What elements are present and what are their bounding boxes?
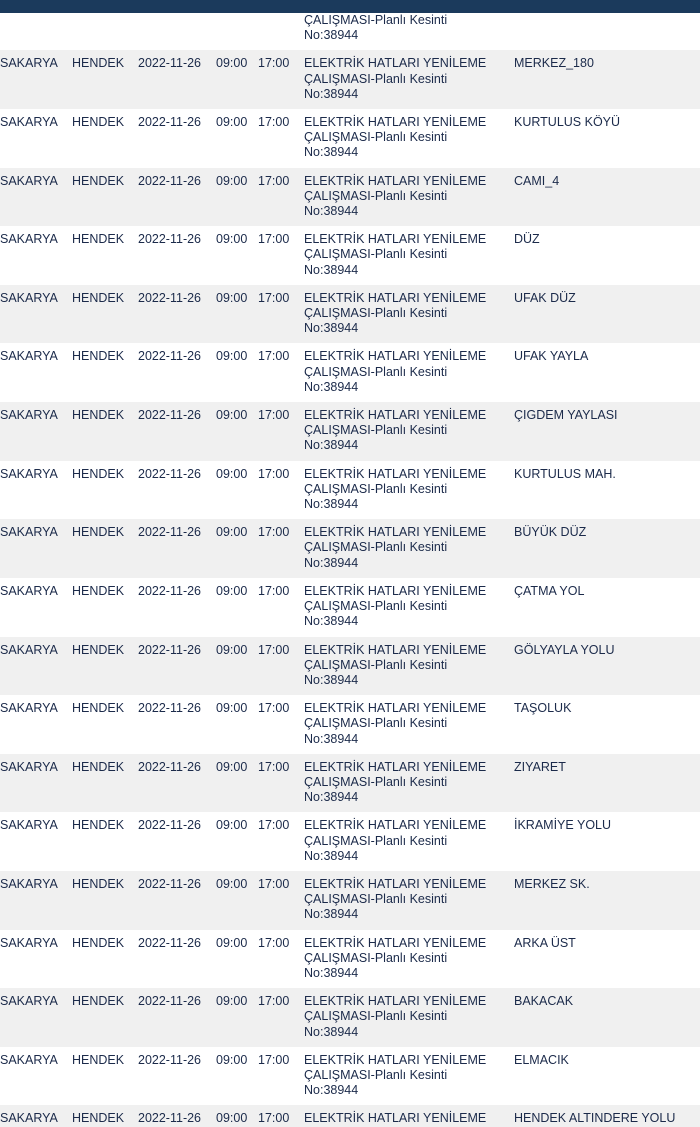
row-date: 2022-11-26 bbox=[138, 519, 216, 578]
row-area: TAŞOLUK bbox=[514, 695, 700, 754]
row-start-time: 09:00 bbox=[216, 109, 258, 168]
row-start-time: 09:00 bbox=[216, 871, 258, 930]
row-area: ZIYARET bbox=[514, 754, 700, 813]
row-area: UFAK DÜZ bbox=[514, 285, 700, 344]
row-reason-line-2: ÇALIŞMASI-Planlı Kesinti bbox=[304, 774, 448, 789]
row-reason-line-1: ELEKTRİK HATLARI YENİLEME bbox=[304, 173, 487, 188]
row-reason-line-1: ELEKTRİK HATLARI YENİLEME bbox=[304, 583, 487, 598]
row-date: 2022-11-26 bbox=[138, 109, 216, 168]
row-date: 2022-11-26 bbox=[138, 871, 216, 930]
row-date: 2022-11-26 bbox=[138, 402, 216, 461]
row-area: İKRAMİYE YOLU bbox=[514, 812, 700, 871]
row-reason-line-1: ELEKTRİK HATLARI YENİLEME bbox=[304, 115, 487, 130]
row-reason-line-3: No:38944 bbox=[304, 614, 359, 629]
row-start-time: 09:00 bbox=[216, 1047, 258, 1106]
row-date: 2022-11-26 bbox=[138, 1047, 216, 1106]
row-reason bbox=[304, 637, 514, 696]
row-reason-line-3: No:38944 bbox=[304, 672, 359, 687]
row-reason-line-3: No:38944 bbox=[304, 262, 359, 277]
row-city: SAKARYA bbox=[0, 226, 72, 285]
row-area: ÇIGDEM YAYLASI bbox=[514, 402, 700, 461]
row-start-time: 09:00 bbox=[216, 343, 258, 402]
table-row bbox=[0, 226, 700, 285]
row-date: 2022-11-26 bbox=[138, 1105, 216, 1126]
row-reason bbox=[304, 871, 514, 930]
row-reason-line-2: ÇALIŞMASI-Planlı Kesinti bbox=[304, 306, 448, 321]
row-reason-line-2: ÇALIŞMASI-Planlı Kesinti bbox=[304, 364, 448, 379]
row-city: SAKARYA bbox=[0, 109, 72, 168]
row-district: HENDEK bbox=[72, 402, 138, 461]
row-area: MERKEZ SK. bbox=[514, 871, 700, 930]
table-row bbox=[0, 461, 700, 520]
row-end-time: 17:00 bbox=[258, 754, 304, 813]
row-reason-line-3: No:38944 bbox=[304, 438, 359, 453]
row-district: HENDEK bbox=[72, 754, 138, 813]
row-reason-line-3: No:38944 bbox=[304, 790, 359, 805]
row-reason bbox=[304, 13, 514, 50]
table-row bbox=[0, 1105, 700, 1126]
row-start-time: 09:00 bbox=[216, 988, 258, 1047]
row-district: HENDEK bbox=[72, 637, 138, 696]
row-reason-line-3: No:38944 bbox=[304, 497, 359, 512]
row-reason bbox=[304, 1105, 514, 1126]
row-reason-line-3: No:38944 bbox=[304, 555, 359, 570]
row-reason bbox=[304, 695, 514, 754]
row-date: 2022-11-26 bbox=[138, 285, 216, 344]
row-start-time: 09:00 bbox=[216, 50, 258, 109]
table-row bbox=[0, 988, 700, 1047]
row-end-time: 17:00 bbox=[258, 1105, 304, 1126]
row-start-time: 09:00 bbox=[216, 402, 258, 461]
row-area: BAKACAK bbox=[514, 988, 700, 1047]
row-date: 2022-11-26 bbox=[138, 343, 216, 402]
row-end-time: 17:00 bbox=[258, 1047, 304, 1106]
row-reason-line-2: ÇALIŞMASI-Planlı Kesinti bbox=[304, 130, 448, 145]
row-reason bbox=[304, 343, 514, 402]
row-reason bbox=[304, 50, 514, 109]
row-district: HENDEK bbox=[72, 50, 138, 109]
row-city: SAKARYA bbox=[0, 168, 72, 227]
row-end-time: 17:00 bbox=[258, 402, 304, 461]
row-end-time bbox=[258, 13, 304, 50]
row-area: BÜYÜK DÜZ bbox=[514, 519, 700, 578]
row-start-time: 09:00 bbox=[216, 226, 258, 285]
row-date: 2022-11-26 bbox=[138, 812, 216, 871]
row-end-time: 17:00 bbox=[258, 109, 304, 168]
row-area: HENDEK ALTINDERE YOLU bbox=[514, 1105, 700, 1126]
row-start-time bbox=[216, 13, 258, 50]
row-district: HENDEK bbox=[72, 1105, 138, 1126]
row-area: UFAK YAYLA bbox=[514, 343, 700, 402]
row-reason-line-2: ÇALIŞMASI-Planlı Kesinti bbox=[304, 481, 448, 496]
row-city: SAKARYA bbox=[0, 461, 72, 520]
row-end-time: 17:00 bbox=[258, 461, 304, 520]
row-start-time: 09:00 bbox=[216, 1105, 258, 1126]
row-reason-line-2: ÇALIŞMASI-Planlı Kesinti bbox=[304, 188, 448, 203]
row-start-time: 09:00 bbox=[216, 285, 258, 344]
row-district: HENDEK bbox=[72, 343, 138, 402]
row-reason-line-2: No:38944 bbox=[304, 28, 359, 43]
table-row bbox=[0, 871, 700, 930]
row-reason-line-1: ELEKTRİK HATLARI YENİLEME bbox=[304, 994, 487, 1009]
table-row bbox=[0, 812, 700, 871]
row-reason-line-3: No:38944 bbox=[304, 1024, 359, 1039]
row-district: HENDEK bbox=[72, 871, 138, 930]
row-date: 2022-11-26 bbox=[138, 754, 216, 813]
row-city: SAKARYA bbox=[0, 1047, 72, 1106]
row-district: HENDEK bbox=[72, 285, 138, 344]
row-reason-line-1: ELEKTRİK HATLARI YENİLEME bbox=[304, 818, 487, 833]
row-date: 2022-11-26 bbox=[138, 930, 216, 989]
row-district: HENDEK bbox=[72, 695, 138, 754]
row-area: ARKA ÜST bbox=[514, 930, 700, 989]
row-reason bbox=[304, 1047, 514, 1106]
row-area bbox=[514, 13, 700, 50]
row-reason-line-1: ELEKTRİK HATLARI YENİLEME bbox=[304, 290, 487, 305]
row-end-time: 17:00 bbox=[258, 812, 304, 871]
row-district: HENDEK bbox=[72, 930, 138, 989]
row-reason-line-1: ELEKTRİK HATLARI YENİLEME bbox=[304, 466, 487, 481]
row-reason-line-3: No:38944 bbox=[304, 379, 359, 394]
row-city: SAKARYA bbox=[0, 402, 72, 461]
row-reason-line-1: ELEKTRİK HATLARI YENİLEME bbox=[304, 876, 487, 891]
row-area: MERKEZ_180 bbox=[514, 50, 700, 109]
row-district: HENDEK bbox=[72, 461, 138, 520]
table-row bbox=[0, 50, 700, 109]
row-date: 2022-11-26 bbox=[138, 226, 216, 285]
row-reason bbox=[304, 988, 514, 1047]
row-reason-line-1: ELEKTRİK HATLARI YENİLEME bbox=[304, 525, 487, 540]
table-row bbox=[0, 578, 700, 637]
row-date: 2022-11-26 bbox=[138, 695, 216, 754]
row-district: HENDEK bbox=[72, 109, 138, 168]
row-area: KURTULUS KÖYÜ bbox=[514, 109, 700, 168]
row-district: HENDEK bbox=[72, 578, 138, 637]
row-reason bbox=[304, 402, 514, 461]
row-reason bbox=[304, 285, 514, 344]
row-end-time: 17:00 bbox=[258, 578, 304, 637]
row-end-time: 17:00 bbox=[258, 637, 304, 696]
table-row bbox=[0, 343, 700, 402]
row-reason-line-1: ELEKTRİK HATLARI YENİLEME bbox=[304, 349, 487, 364]
row-reason-line-3: No:38944 bbox=[304, 1083, 359, 1098]
row-reason bbox=[304, 461, 514, 520]
row-city: SAKARYA bbox=[0, 812, 72, 871]
row-start-time: 09:00 bbox=[216, 168, 258, 227]
row-city: SAKARYA bbox=[0, 578, 72, 637]
row-end-time: 17:00 bbox=[258, 871, 304, 930]
row-reason-line-1: ELEKTRİK HATLARI YENİLEME bbox=[304, 759, 487, 774]
row-reason-line-2: ÇALIŞMASI-Planlı Kesinti bbox=[304, 71, 448, 86]
row-reason-line-2: ÇALIŞMASI-Planlı Kesinti bbox=[304, 950, 448, 965]
row-start-time: 09:00 bbox=[216, 695, 258, 754]
row-start-time: 09:00 bbox=[216, 519, 258, 578]
row-district: HENDEK bbox=[72, 226, 138, 285]
row-area: CAMI_4 bbox=[514, 168, 700, 227]
row-reason-line-3: No:38944 bbox=[304, 145, 359, 160]
table-row bbox=[0, 168, 700, 227]
table-row bbox=[0, 1047, 700, 1106]
row-reason bbox=[304, 109, 514, 168]
row-reason-line-3: No:38944 bbox=[304, 204, 359, 219]
table-row bbox=[0, 930, 700, 989]
row-reason bbox=[304, 226, 514, 285]
row-reason-line-2: ÇALIŞMASI-Planlı Kesinti bbox=[304, 892, 448, 907]
row-date: 2022-11-26 bbox=[138, 988, 216, 1047]
row-reason-line-1: ÇALIŞMASI-Planlı Kesinti bbox=[304, 13, 448, 27]
row-district bbox=[72, 13, 138, 50]
row-reason-line-3: No:38944 bbox=[304, 907, 359, 922]
row-reason-line-3: No:38944 bbox=[304, 321, 359, 336]
row-city: SAKARYA bbox=[0, 988, 72, 1047]
row-date bbox=[138, 13, 216, 50]
row-city: SAKARYA bbox=[0, 50, 72, 109]
row-start-time: 09:00 bbox=[216, 637, 258, 696]
row-city: SAKARYA bbox=[0, 637, 72, 696]
table-row bbox=[0, 637, 700, 696]
row-reason-line-2: ÇALIŞMASI-Planlı Kesinti bbox=[304, 247, 448, 262]
row-reason bbox=[304, 168, 514, 227]
row-area: ELMACIK bbox=[514, 1047, 700, 1106]
row-end-time: 17:00 bbox=[258, 50, 304, 109]
row-start-time: 09:00 bbox=[216, 754, 258, 813]
row-date: 2022-11-26 bbox=[138, 50, 216, 109]
row-reason-line-1: ELEKTRİK HATLARI YENİLEME bbox=[304, 1052, 487, 1067]
row-reason-line-1: ELEKTRİK HATLARI YENİLEME bbox=[304, 1111, 487, 1126]
row-reason-line-2: ÇALIŞMASI-Planlı Kesinti bbox=[304, 833, 448, 848]
row-end-time: 17:00 bbox=[258, 285, 304, 344]
row-reason-line-2: ÇALIŞMASI-Planlı Kesinti bbox=[304, 716, 448, 731]
row-end-time: 17:00 bbox=[258, 695, 304, 754]
table-row bbox=[0, 695, 700, 754]
row-end-time: 17:00 bbox=[258, 226, 304, 285]
row-reason-line-2: ÇALIŞMASI-Planlı Kesinti bbox=[304, 1067, 448, 1082]
row-reason bbox=[304, 578, 514, 637]
row-reason-line-2: ÇALIŞMASI-Planlı Kesinti bbox=[304, 599, 448, 614]
row-reason-line-2: ÇALIŞMASI-Planlı Kesinti bbox=[304, 423, 448, 438]
row-reason-line-1: ELEKTRİK HATLARI YENİLEME bbox=[304, 935, 487, 950]
row-city: SAKARYA bbox=[0, 871, 72, 930]
row-reason bbox=[304, 930, 514, 989]
row-area: GÖLYAYLA YOLU bbox=[514, 637, 700, 696]
row-city bbox=[0, 13, 72, 50]
table-row bbox=[0, 519, 700, 578]
row-reason-line-3: No:38944 bbox=[304, 86, 359, 101]
row-city: SAKARYA bbox=[0, 285, 72, 344]
row-start-time: 09:00 bbox=[216, 812, 258, 871]
row-end-time: 17:00 bbox=[258, 930, 304, 989]
row-end-time: 17:00 bbox=[258, 988, 304, 1047]
row-reason-line-3: No:38944 bbox=[304, 731, 359, 746]
row-city: SAKARYA bbox=[0, 930, 72, 989]
header-accent-bar bbox=[0, 0, 700, 13]
row-reason-line-2: ÇALIŞMASI-Planlı Kesinti bbox=[304, 1009, 448, 1024]
row-city: SAKARYA bbox=[0, 754, 72, 813]
row-district: HENDEK bbox=[72, 988, 138, 1047]
row-area: KURTULUS MAH. bbox=[514, 461, 700, 520]
row-date: 2022-11-26 bbox=[138, 578, 216, 637]
row-date: 2022-11-26 bbox=[138, 637, 216, 696]
row-reason-line-1: ELEKTRİK HATLARI YENİLEME bbox=[304, 701, 487, 716]
row-city: SAKARYA bbox=[0, 519, 72, 578]
row-start-time: 09:00 bbox=[216, 578, 258, 637]
row-end-time: 17:00 bbox=[258, 519, 304, 578]
row-reason-line-1: ELEKTRİK HATLARI YENİLEME bbox=[304, 56, 487, 71]
row-district: HENDEK bbox=[72, 812, 138, 871]
row-reason-line-1: ELEKTRİK HATLARI YENİLEME bbox=[304, 642, 487, 657]
row-reason-line-3: No:38944 bbox=[304, 848, 359, 863]
row-reason-line-2: ÇALIŞMASI-Planlı Kesinti bbox=[304, 657, 448, 672]
row-date: 2022-11-26 bbox=[138, 168, 216, 227]
row-district: HENDEK bbox=[72, 1047, 138, 1106]
table-row bbox=[0, 402, 700, 461]
row-reason-line-3: No:38944 bbox=[304, 965, 359, 980]
row-city: SAKARYA bbox=[0, 1105, 72, 1126]
row-start-time: 09:00 bbox=[216, 461, 258, 520]
row-reason bbox=[304, 812, 514, 871]
row-reason-line-2: ÇALIŞMASI-Planlı Kesinti bbox=[304, 540, 448, 555]
row-start-time: 09:00 bbox=[216, 930, 258, 989]
row-reason bbox=[304, 519, 514, 578]
row-end-time: 17:00 bbox=[258, 343, 304, 402]
table-row bbox=[0, 285, 700, 344]
row-reason bbox=[304, 754, 514, 813]
row-district: HENDEK bbox=[72, 519, 138, 578]
row-area: ÇATMA YOL bbox=[514, 578, 700, 637]
row-city: SAKARYA bbox=[0, 695, 72, 754]
row-date: 2022-11-26 bbox=[138, 461, 216, 520]
table-row bbox=[0, 754, 700, 813]
row-reason-line-1: ELEKTRİK HATLARI YENİLEME bbox=[304, 232, 487, 247]
row-end-time: 17:00 bbox=[258, 168, 304, 227]
table-row bbox=[0, 13, 700, 50]
header-accent-bar-cell bbox=[0, 0, 700, 13]
row-area: DÜZ bbox=[514, 226, 700, 285]
row-city: SAKARYA bbox=[0, 343, 72, 402]
row-district: HENDEK bbox=[72, 168, 138, 227]
table-row bbox=[0, 109, 700, 168]
row-reason-line-1: ELEKTRİK HATLARI YENİLEME bbox=[304, 408, 487, 423]
